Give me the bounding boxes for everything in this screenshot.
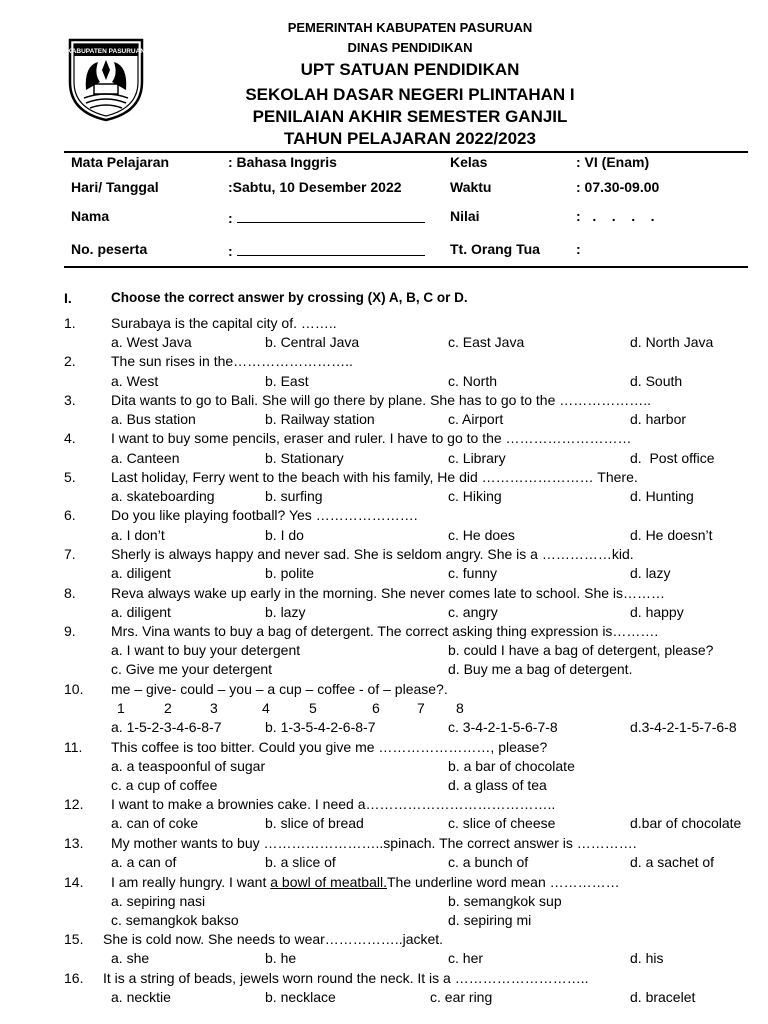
- header-upt: UPT SATUAN PENDIDIKAN: [300, 60, 520, 79]
- value-parent-signature: :: [576, 241, 581, 257]
- word-index-number: 5: [309, 700, 317, 716]
- option-b[interactable]: b. polite: [265, 565, 315, 581]
- option-d[interactable]: d. North Java: [630, 334, 714, 350]
- value-day-date: :Sabtu, 10 Desember 2022: [228, 179, 402, 195]
- option-c[interactable]: c. slice of cheese: [448, 815, 556, 831]
- option-a[interactable]: a. necktie: [111, 989, 171, 1005]
- option-c[interactable]: c. Library: [448, 450, 506, 466]
- option-c[interactable]: c. He does: [448, 527, 515, 543]
- section-number: I.: [64, 290, 72, 306]
- question-number: 2.: [64, 353, 76, 369]
- option-b[interactable]: b. a bar of chocolate: [448, 758, 575, 774]
- label-subject: Mata Pelajaran: [71, 154, 170, 170]
- word-index-number: 4: [262, 700, 270, 716]
- header-government: PEMERINTAH KABUPATEN PASURUAN: [287, 20, 533, 35]
- underlined-phrase: a bowl of meatball.: [270, 874, 387, 890]
- option-d[interactable]: d. harbor: [630, 411, 687, 427]
- option-a[interactable]: a. sepiring nasi: [111, 893, 206, 909]
- section-instruction: Choose the correct answer by crossing (X) A, B, C or D.: [111, 290, 468, 305]
- label-day-date: Hari/ Tanggal: [71, 179, 159, 195]
- option-d[interactable]: d. South: [630, 373, 683, 389]
- option-b[interactable]: b. could I have a bag of detergent, please?: [448, 642, 714, 658]
- option-d[interactable]: d. He doesn’t: [630, 527, 713, 543]
- header-department: DINAS PENDIDIKAN: [347, 40, 473, 55]
- option-a[interactable]: a. I want to buy your detergent: [111, 642, 301, 658]
- header-exam-title: PENILAIAN AKHIR SEMESTER GANJIL: [252, 107, 568, 126]
- participant-colon: :: [228, 243, 233, 259]
- option-c[interactable]: c. a bunch of: [448, 854, 529, 870]
- question-text: This coffee is too bitter. Could you give me ……………………, please?: [111, 739, 548, 755]
- option-a[interactable]: a. a teaspoonful of sugar: [111, 758, 266, 774]
- option-c[interactable]: c. 3-4-2-1-5-6-7-8: [448, 719, 558, 735]
- option-b[interactable]: b. a slice of: [265, 854, 336, 870]
- value-score: : . . . .: [576, 208, 655, 224]
- option-d[interactable]: d. Post office: [630, 450, 715, 466]
- label-class: Kelas: [450, 154, 488, 170]
- option-c[interactable]: c. Hiking: [448, 488, 502, 504]
- option-c[interactable]: c. Airport: [448, 411, 504, 427]
- header-school-name: SEKOLAH DASAR NEGERI PLINTAHAN I: [245, 85, 575, 104]
- question-number: 4.: [64, 430, 76, 446]
- question-text-post: The underline word mean ……………: [386, 874, 620, 890]
- option-d[interactable]: d. a sachet of: [630, 854, 715, 870]
- option-d[interactable]: d. his: [630, 950, 664, 966]
- question-text: Surabaya is the capital city of. ……..: [111, 315, 337, 331]
- question-text: Do you like playing football? Yes ………………….: [111, 507, 418, 523]
- option-d[interactable]: d. bracelet: [630, 989, 696, 1005]
- option-a[interactable]: a. skateboarding: [111, 488, 215, 504]
- question-number: 12.: [64, 796, 84, 812]
- question-number: 9.: [64, 623, 76, 639]
- regency-emblem-logo: [64, 30, 148, 122]
- label-name: Nama: [71, 208, 110, 224]
- value-time: : 07.30-09.00: [576, 179, 660, 195]
- option-b[interactable]: b. lazy: [265, 604, 306, 620]
- question-number: 10.: [64, 681, 84, 697]
- option-b[interactable]: b. semangkok sup: [448, 893, 562, 909]
- option-d[interactable]: d. Buy me a bag of detergent.: [448, 661, 633, 677]
- word-index-number: 3: [210, 700, 218, 716]
- label-time: Waktu: [450, 179, 492, 195]
- option-b[interactable]: b. necklace: [265, 989, 336, 1005]
- option-a[interactable]: a. 1-5-2-3-4-6-8-7: [111, 719, 222, 735]
- question-number: 3.: [64, 392, 76, 408]
- option-c[interactable]: c. angry: [448, 604, 498, 620]
- option-b[interactable]: b. Central Java: [265, 334, 360, 350]
- option-b[interactable]: b. he: [265, 950, 297, 966]
- question-text-pre: I am really hungry. I want: [111, 874, 271, 890]
- question-text: My mother wants to buy ……………………..spinach. The correct answer is ………….: [111, 835, 637, 851]
- header-divider: [64, 151, 748, 153]
- question-text: I want to buy some pencils, eraser and ruler. I have to go to the ………………………: [111, 430, 632, 446]
- question-text: Mrs. Vina wants to buy a bag of detergent. The correct asking thing expression is……….: [111, 623, 659, 639]
- option-b[interactable]: b. Railway station: [265, 411, 375, 427]
- question-number: 7.: [64, 546, 76, 562]
- question-text: She is cold now. She needs to wear……………..jacket.: [103, 931, 444, 947]
- participant-number-field[interactable]: [228, 241, 425, 259]
- option-d[interactable]: d. a glass of tea: [448, 777, 547, 793]
- value-class: : VI (Enam): [576, 154, 650, 170]
- header-academic-year: TAHUN PELAJARAN 2022/2023: [284, 129, 536, 148]
- question-text: It is a string of beads, jewels worn round the neck. It is a ………………………..: [103, 970, 589, 986]
- option-a[interactable]: a. West: [111, 373, 159, 389]
- option-b[interactable]: b. surfing: [265, 488, 323, 504]
- option-b[interactable]: b. slice of bread: [265, 815, 364, 831]
- option-b[interactable]: b. I do: [265, 527, 304, 543]
- option-a[interactable]: a. diligent: [111, 604, 171, 620]
- name-blank-line: [237, 208, 425, 223]
- option-c[interactable]: c. a cup of coffee: [111, 777, 218, 793]
- option-a[interactable]: a. Canteen: [111, 450, 180, 466]
- word-index-number: 6: [372, 700, 380, 716]
- name-field[interactable]: [228, 208, 425, 226]
- option-a[interactable]: a. I don’t: [111, 527, 165, 543]
- option-a[interactable]: a. she: [111, 950, 150, 966]
- question-number: 13.: [64, 835, 84, 851]
- question-number: 5.: [64, 469, 76, 485]
- option-d[interactable]: d. happy: [630, 604, 684, 620]
- word-index-number: 1: [117, 700, 125, 716]
- label-participant-number: No. peserta: [71, 241, 148, 257]
- option-a[interactable]: a. diligent: [111, 565, 171, 581]
- label-score: Nilai: [450, 208, 480, 224]
- question-text: me – give- could – you – a cup – coffee - of – please?.: [111, 681, 448, 697]
- question-number: 11.: [64, 739, 83, 755]
- option-a[interactable]: a. a can of: [111, 854, 177, 870]
- option-c[interactable]: c. North: [448, 373, 498, 389]
- word-index-number: 7: [417, 700, 425, 716]
- option-b[interactable]: b. 1-3-5-4-2-6-8-7: [265, 719, 376, 735]
- word-index-number: 2: [164, 700, 172, 716]
- question-number: 15.: [64, 931, 84, 947]
- label-parent-signature: Tt. Orang Tua: [450, 241, 540, 257]
- option-d[interactable]: d.3-4-2-1-5-7-6-8: [630, 719, 737, 735]
- word-index-number: 8: [456, 700, 464, 716]
- option-c[interactable]: c. ear ring: [430, 989, 493, 1005]
- option-a[interactable]: a. West Java: [111, 334, 192, 350]
- option-c[interactable]: c. East Java: [448, 334, 525, 350]
- question-number: 14.: [64, 874, 84, 890]
- option-b[interactable]: b. East: [265, 373, 309, 389]
- value-subject: : Bahasa Inggris: [228, 154, 337, 170]
- question-text: The sun rises in the……………………..: [111, 353, 353, 369]
- question-text: Dita wants to go to Bali. She will go there by plane. She has to go to the ………………..: [111, 392, 652, 408]
- option-a[interactable]: a. Bus station: [111, 411, 196, 427]
- question-text: Sherly is always happy and never sad. She is seldom angry. She is a ……………kid.: [111, 546, 634, 562]
- question-text: I want to make a brownies cake. I need a…………………………………..: [111, 796, 556, 812]
- name-colon: :: [228, 210, 233, 226]
- info-divider: [64, 266, 748, 268]
- option-d[interactable]: d.bar of chocolate: [630, 815, 742, 831]
- option-d[interactable]: d. lazy: [630, 565, 671, 581]
- option-d[interactable]: d. Hunting: [630, 488, 694, 504]
- question-number: 1.: [64, 315, 76, 331]
- option-d[interactable]: d. sepiring mi: [448, 912, 532, 928]
- option-b[interactable]: b. Stationary: [265, 450, 344, 466]
- question-text: [111, 874, 620, 890]
- question-number: 8.: [64, 585, 76, 601]
- question-number: 6.: [64, 507, 76, 523]
- question-text: Reva always wake up early in the morning. She never comes late to school. She is………: [111, 585, 666, 601]
- question-text: Last holiday, Ferry went to the beach with his family, He did …………………… There.: [111, 469, 638, 485]
- question-number: 16.: [64, 970, 84, 986]
- participant-blank-line: [237, 241, 425, 256]
- option-c[interactable]: c. Give me your detergent: [111, 661, 273, 677]
- option-a[interactable]: a. can of coke: [111, 815, 199, 831]
- option-c[interactable]: c. funny: [448, 565, 498, 581]
- option-c[interactable]: c. her: [448, 950, 484, 966]
- logo-banner-text: KABUPATEN PASURUAN: [67, 48, 145, 55]
- option-c[interactable]: c. semangkok bakso: [111, 912, 239, 928]
